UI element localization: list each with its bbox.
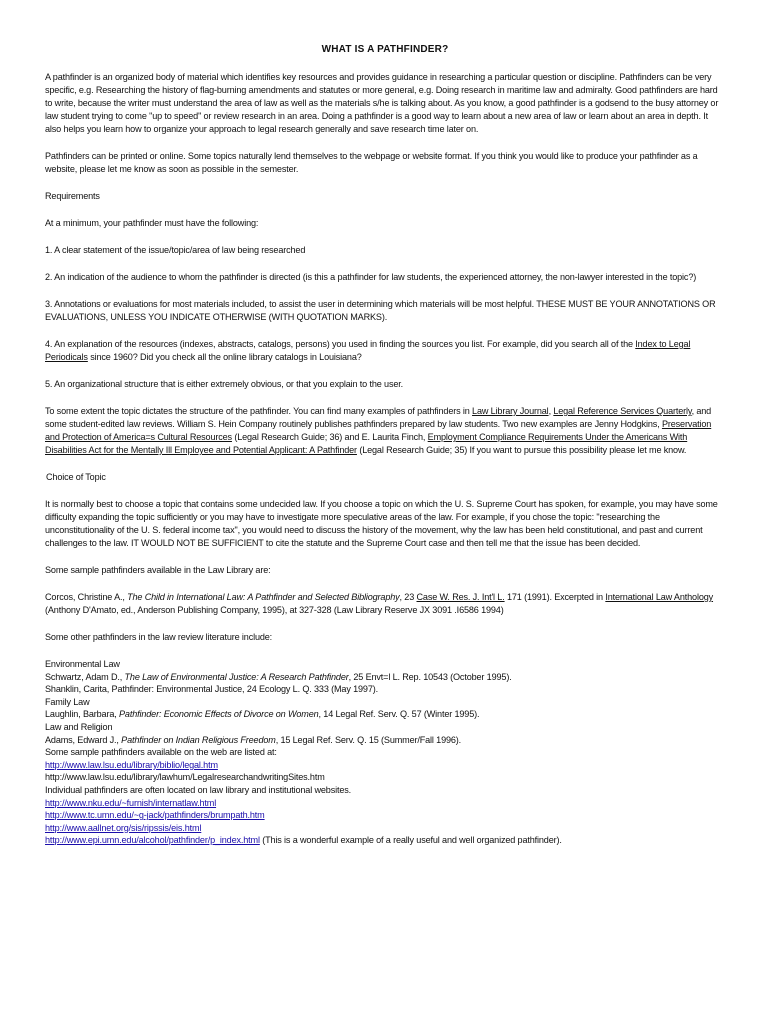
lsu-lawhum-url: http://www.law.lsu.edu/library/lawhum/LegalresearchandwritingSites.htm — [45, 772, 325, 783]
web-lead: Some sample pathfinders available on the web are listed at: — [45, 747, 277, 758]
family-law-heading: Family Law — [45, 696, 90, 707]
pathfinder-list — [45, 658, 725, 847]
intro-paragraph: A pathfinder is an organized body of material which identifies key resources and provides guidance in researching a particular question or discipline. Pathfinders can be very specific, e.g. Researching the history of flag-burning amendments and statutes or more general, e.g. Doing research in maritime law and admiralty. Good pathfinders are hard to write, because the writer must understand the area of law as well as the materials s/he is talking about. As you know, a good pathfinder is a godsend to the busy attorney or law student trying to come "up to speed" or review research in an area. Doing a pathfinder is a good way to learn about a new area of law or learn about an area in depth. It also helps you learn how to organize your approach to legal research generally and save research time later on. — [45, 72, 719, 134]
samples-lead: Some sample pathfinders available in the Law Library are: — [45, 565, 271, 575]
choice-paragraph: It is normally best to choose a topic that contains some undecided law. If you choose a topic on which the U. S. Supreme Court has spoken, for example, you may have some difficulty expanding the topic sufficiently or you may have to investigate more speculative areas of the law. For example, if you chose the topic: "researching the unconstitutionality of the U. S. federal income tax", you would need to discuss the history of the movement, why the law has been held constitutional, and past and current challenges to the law. IT WOULD NOT BE SUFFICIENT to cite the statute and the Supreme Court case and then tell me that the issue has been decided. — [45, 499, 718, 548]
individual-note: Individual pathfinders are often located on law library and institutional websites. — [45, 784, 352, 795]
online-paragraph: Pathfinders can be printed or online. Some topics naturally lend themselves to the webpage or website format. If you think you would like to produce your pathfinder as a website, please let me know as soon as possible in the semester. — [45, 151, 698, 174]
requirement-5: 5. An organizational structure that is either extremely obvious, or that you explain to the user. — [45, 379, 403, 389]
extent-paragraph: To some extent the topic dictates the structure of the pathfinder. You can find many examples of pathfinders in Law Library Journal, Legal Reference Services Quarterly, and some student-edited law reviews. William S. Hein Company routinely publishes pathfinders prepared by law students. Two new examples are Jenny Hodgkins, Preservation and Protection of America=s Cultural Resources (Legal Research Guide; 36) and E. Laurita Finch, Employment Compliance Requirements Under the Americans With Disabilities Act for the Mentally Ill Employee and Potential Applicant: A Pathfinder (Legal Research Guide; 35) If you want to pursue this possibility please let me know. — [45, 406, 712, 455]
requirement-1: 1. A clear statement of the issue/topic/area of law being researched — [45, 245, 306, 255]
page-title: WHAT IS A PATHFINDER? — [321, 44, 449, 55]
environmental-law-heading: Environmental Law — [45, 659, 120, 669]
law-religion-heading: Law and Religion — [45, 721, 113, 732]
requirement-3: 3. Annotations or evaluations for most materials included, to assist the user in determining which materials will be most helpful. THESE MUST BE YOUR ANNOTATIONS OR EVALUATIONS, UNLESS YOU INDICATE OTHERWISE (WITH QUOTATION MARKS). — [45, 299, 716, 322]
link-epi-pathfinder[interactable]: http://www.epi.umn.edu/alcohol/pathfinder/p_index.html — [45, 835, 260, 846]
requirement-2: 2. An indication of the audience to whom the pathfinder is directed (is this a pathfinder for law students, the experienced attorney, the non-lawyer interested in the topic?) — [45, 272, 697, 282]
document-page — [45, 44, 725, 847]
corcos-citation: Corcos, Christine A., The Child in International Law: A Pathfinder and Selected Bibliography, 23 Case W. Res. J. Int'l L. 171 (1991). Excerpted in International Law Anthology (Anthony D'Amato, ed., Anderson Publishing Company, 1995), at 327-328 (Law Library Reserve JX 3091 .I6586 1994) — [45, 592, 714, 615]
link-lsu-biblio[interactable]: http://www.law.lsu.edu/library/biblio/legal.htm — [45, 759, 218, 770]
laughlin-citation: Laughlin, Barbara, Pathfinder: Economic Effects of Divorce on Women, 14 Legal Ref. Serv. Q. 57 (Winter 1995). — [45, 709, 480, 720]
link-aallnet-eis[interactable]: http://www.aallnet.org/sis/ripssis/eis.html — [45, 822, 202, 833]
index-to-legal-periodicals: Index to Legal Periodicals — [45, 339, 691, 362]
others-lead: Some other pathfinders in the law review literature include: — [45, 632, 273, 642]
cultural-resources-title: Preservation and Protection of America=s Cultural Resources — [45, 419, 712, 442]
requirements-heading: Requirements — [45, 191, 100, 201]
requirement-4: 4. An explanation of the resources (indexes, abstracts, catalogs, persons) you used in finding the sources you list. For example, did you search all of the Index to Legal Periodicals since 1960? Did you check all the online library catalogs in Louisiana? — [45, 339, 691, 362]
legal-reference-services-quarterly: Legal Reference Services Quarterly — [553, 406, 692, 416]
employment-compliance-title: Employment Compliance Requirements Under the Americans With Disabilities Act for the Mentally Ill Employee and Potential Applicant: A Pathfinder — [45, 432, 688, 455]
epi-note: (This is a wonderful example of a really useful and well organized pathfinder). — [259, 835, 562, 846]
adams-citation: Adams, Edward J., Pathfinder on Indian Religious Freedom, 15 Legal Ref. Serv. Q. 15 (Summer/Fall 1996). — [45, 734, 462, 745]
link-nku-internatlaw[interactable]: http://www.nku.edu/~furnish/internatlaw.html — [45, 797, 217, 808]
shanklin-citation: Shanklin, Carita, Pathfinder: Environmental Justice, 24 Ecology L. Q. 333 (May 1997). — [45, 684, 378, 695]
schwartz-citation: Schwartz, Adam D., The Law of Environmental Justice: A Research Pathfinder, 25 Envt=l L. Rep. 10543 (October 1995). — [45, 671, 512, 682]
link-umn-brumpath[interactable]: http://www.tc.umn.edu/~g-jack/pathfinders/brumpath.htm — [45, 810, 265, 821]
law-library-journal: Law Library Journal — [472, 406, 549, 416]
requirements-lead: At a minimum, your pathfinder must have the following: — [45, 218, 259, 228]
choice-heading: Choice of Topic — [46, 472, 106, 482]
